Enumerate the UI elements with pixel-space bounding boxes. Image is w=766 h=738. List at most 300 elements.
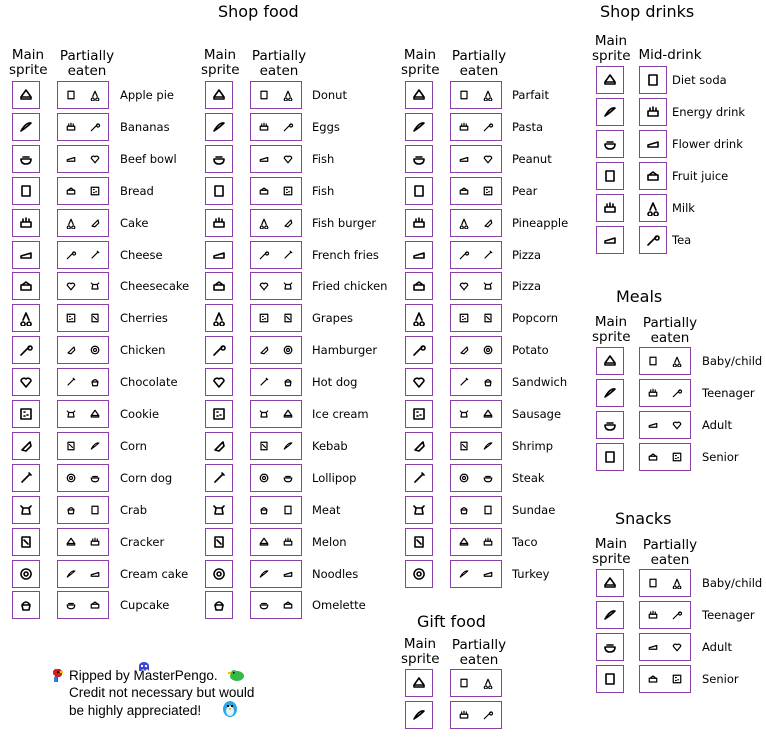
- gift-main-sprite-1: [405, 701, 433, 729]
- sprite-icon: [406, 497, 432, 523]
- drinks-main-sprite-1: [596, 98, 624, 126]
- sprite-icon: [640, 99, 666, 125]
- food-col2-item-label: French fries: [312, 247, 379, 262]
- food-col1-item-label: Chocolate: [120, 375, 178, 390]
- food-col2-eaten-sprite-16: [250, 591, 302, 619]
- meals-main-header: Main sprite: [592, 314, 631, 345]
- food-col3-item-label: Taco: [512, 534, 538, 549]
- snacks-eaten-sprite-1: [639, 601, 691, 629]
- sprite-icon: [666, 666, 688, 692]
- food-col3-eaten-sprite-9: [450, 368, 502, 396]
- sprite-icon: [13, 401, 39, 427]
- shop-drinks-title: Shop drinks: [600, 2, 695, 21]
- drinks-item-label: Flower drink: [672, 137, 743, 151]
- sprite-icon: [642, 634, 664, 660]
- meals-eaten-sprite-0: [639, 347, 691, 375]
- food-col1-eaten-sprite-5: [57, 241, 109, 269]
- sprite-icon: [253, 305, 275, 331]
- sprite-icon: [597, 227, 623, 253]
- sprite-icon: [277, 561, 299, 587]
- sprite-icon: [640, 163, 666, 189]
- snacks-main-sprite-3: [596, 665, 624, 693]
- food-col2-item-label: Fried chicken: [312, 279, 388, 294]
- sprite-icon: [477, 305, 499, 331]
- drinks-item-label: Tea: [672, 233, 692, 247]
- sprite-icon: [253, 433, 275, 459]
- food-col3-item-label: Sandwich: [512, 375, 568, 390]
- food-col1-item-label: Chicken: [120, 343, 166, 358]
- sprite-icon: [406, 242, 432, 268]
- food-col1-main-sprite-1: [12, 113, 40, 141]
- sprite-icon: [277, 465, 299, 491]
- sprite-icon: [253, 273, 275, 299]
- credit-line-2: Credit not necessary but would: [69, 685, 255, 700]
- food-col1-item-label: Cake: [120, 215, 149, 230]
- sprite-icon: [84, 146, 106, 172]
- sprite-icon: [206, 465, 232, 491]
- col3-main-header: Main sprite: [401, 47, 440, 78]
- food-col3-main-sprite-12: [405, 464, 433, 492]
- sprite-icon: [406, 561, 432, 587]
- sprite-icon: [277, 178, 299, 204]
- sprite-icon: [477, 401, 499, 427]
- food-col3-main-sprite-11: [405, 432, 433, 460]
- sprite-icon: [453, 670, 475, 696]
- snacks-eaten-sprite-2: [639, 633, 691, 661]
- food-col3-main-sprite-14: [405, 528, 433, 556]
- sprite-icon: [477, 433, 499, 459]
- food-col2-item-label: Hamburger: [312, 343, 378, 358]
- sprite-icon: [597, 634, 623, 660]
- sprite-icon: [640, 195, 666, 221]
- food-col3-main-sprite-10: [405, 400, 433, 428]
- food-col1-eaten-sprite-8: [57, 336, 109, 364]
- col2-main-header: Main sprite: [201, 47, 240, 78]
- sprite-icon: [640, 227, 666, 253]
- sprite-icon: [84, 561, 106, 587]
- food-col3-item-label: Peanut: [512, 151, 552, 166]
- meals-eaten-sprite-2: [639, 411, 691, 439]
- sprite-icon: [277, 592, 299, 618]
- sprite-icon: [597, 570, 623, 596]
- food-col3-item-label: Shrimp: [512, 438, 554, 453]
- food-col3-main-sprite-2: [405, 145, 433, 173]
- food-col3-main-sprite-13: [405, 496, 433, 524]
- gift-eaten-sprite-0: [450, 669, 502, 697]
- food-col3-eaten-sprite-3: [450, 177, 502, 205]
- sprite-icon: [206, 242, 232, 268]
- sprite-icon: [666, 380, 688, 406]
- sprite-icon: [477, 702, 499, 728]
- meals-eaten-sprite-3: [639, 443, 691, 471]
- sprite-icon: [453, 242, 475, 268]
- sprite-icon: [277, 337, 299, 363]
- sprite-icon: [277, 529, 299, 555]
- sprite-icon: [13, 497, 39, 523]
- sprite-icon: [406, 433, 432, 459]
- sprite-icon: [206, 497, 232, 523]
- sprite-icon: [406, 369, 432, 395]
- sprite-icon: [60, 82, 82, 108]
- meals-item-label: Baby/child: [702, 354, 763, 368]
- sprite-icon: [60, 369, 82, 395]
- food-col3-eaten-sprite-5: [450, 241, 502, 269]
- sprite-icon: [13, 592, 39, 618]
- food-col2-main-sprite-1: [205, 113, 233, 141]
- food-col2-eaten-sprite-2: [250, 145, 302, 173]
- sprite-icon: [477, 670, 499, 696]
- col1-eaten-header: Partially eaten: [59, 48, 115, 79]
- credit-line-3: be highly appreciated!: [69, 703, 202, 718]
- sprite-icon: [406, 82, 432, 108]
- food-col3-eaten-sprite-1: [450, 113, 502, 141]
- sprite-icon: [277, 273, 299, 299]
- sprite-icon: [642, 602, 664, 628]
- sprite-icon: [84, 273, 106, 299]
- sprite-icon: [453, 273, 475, 299]
- drinks-main-sprite-5: [596, 226, 624, 254]
- food-col1-eaten-sprite-1: [57, 113, 109, 141]
- sprite-icon: [60, 114, 82, 140]
- sprite-icon: [253, 242, 275, 268]
- sprite-icon: [206, 337, 232, 363]
- food-col1-main-sprite-2: [12, 145, 40, 173]
- food-col3-main-sprite-4: [405, 209, 433, 237]
- food-col2-main-sprite-2: [205, 145, 233, 173]
- sprite-icon: [453, 497, 475, 523]
- meals-main-sprite-0: [596, 347, 624, 375]
- food-col1-eaten-sprite-6: [57, 272, 109, 300]
- food-col1-item-label: Cheese: [120, 247, 163, 262]
- gift-food-title: Gift food: [417, 612, 486, 631]
- food-col2-main-sprite-6: [205, 272, 233, 300]
- food-col2-main-sprite-11: [205, 432, 233, 460]
- col3-eaten-header: Partially eaten: [451, 48, 507, 79]
- food-col2-main-sprite-9: [205, 368, 233, 396]
- food-col1-item-label: Bananas: [120, 119, 170, 134]
- drinks-main-sprite-4: [596, 194, 624, 222]
- food-col1-main-sprite-5: [12, 241, 40, 269]
- snacks-item-label: Baby/child: [702, 576, 763, 590]
- sprite-icon: [477, 210, 499, 236]
- sprite-icon: [253, 561, 275, 587]
- sprite-icon: [206, 592, 232, 618]
- snacks-main-sprite-2: [596, 633, 624, 661]
- sprite-icon: [60, 561, 82, 587]
- food-col2-item-label: Fish: [312, 183, 335, 198]
- snacks-main-header: Main sprite: [592, 536, 631, 567]
- sprite-icon: [84, 529, 106, 555]
- sprite-icon: [60, 592, 82, 618]
- drinks-eaten-sprite-1: [639, 98, 667, 126]
- sprite-icon: [642, 666, 664, 692]
- food-col2-item-label: Fish: [312, 151, 335, 166]
- sprite-icon: [60, 401, 82, 427]
- sprite-icon: [253, 146, 275, 172]
- sprite-icon: [84, 305, 106, 331]
- sprite-icon: [60, 178, 82, 204]
- sprite-icon: [406, 670, 432, 696]
- food-col2-item-label: Kebab: [312, 438, 348, 453]
- food-col1-eaten-sprite-11: [57, 432, 109, 460]
- sprite-icon: [84, 369, 106, 395]
- credit-block: [48, 662, 288, 722]
- sprite-icon: [13, 529, 39, 555]
- food-col1-eaten-sprite-13: [57, 496, 109, 524]
- sprite-icon: [640, 131, 666, 157]
- sprite-icon: [84, 210, 106, 236]
- food-col2-item-label: Eggs: [312, 119, 340, 134]
- sprite-icon: [666, 634, 688, 660]
- food-col1-item-label: Cracker: [120, 534, 165, 549]
- food-col2-main-sprite-8: [205, 336, 233, 364]
- sprite-icon: [277, 305, 299, 331]
- penguin-icon: [222, 700, 238, 718]
- sprite-icon: [406, 114, 432, 140]
- sprite-icon: [477, 369, 499, 395]
- sprite-icon: [253, 369, 275, 395]
- sprite-icon: [453, 337, 475, 363]
- sprite-icon: [597, 666, 623, 692]
- food-col2-main-sprite-15: [205, 560, 233, 588]
- food-col2-item-label: Meat: [312, 502, 341, 517]
- snacks-item-label: Senior: [702, 672, 739, 686]
- food-col3-item-label: Pasta: [512, 119, 544, 134]
- food-col3-eaten-sprite-13: [450, 496, 502, 524]
- food-col2-main-sprite-14: [205, 528, 233, 556]
- sprite-icon: [597, 99, 623, 125]
- food-col1-item-label: Apple pie: [120, 88, 174, 102]
- meals-item-label: Teenager: [702, 386, 755, 400]
- sprite-icon: [642, 570, 664, 596]
- sprite-icon: [253, 529, 275, 555]
- food-col2-main-sprite-16: [205, 591, 233, 619]
- food-col1-main-sprite-15: [12, 560, 40, 588]
- food-col2-main-sprite-5: [205, 241, 233, 269]
- snacks-eaten-sprite-3: [639, 665, 691, 693]
- food-col2-eaten-sprite-3: [250, 177, 302, 205]
- food-col1-eaten-sprite-14: [57, 528, 109, 556]
- sprite-icon: [84, 433, 106, 459]
- sprite-icon: [13, 242, 39, 268]
- food-col2-eaten-sprite-5: [250, 241, 302, 269]
- sprite-icon: [84, 242, 106, 268]
- sprite-icon: [597, 195, 623, 221]
- food-col3-eaten-sprite-10: [450, 400, 502, 428]
- sprite-icon: [206, 401, 232, 427]
- sprite-icon: [13, 178, 39, 204]
- gift-eaten-header: Partially eaten: [451, 637, 507, 668]
- sprite-icon: [406, 178, 432, 204]
- food-col3-eaten-sprite-7: [450, 304, 502, 332]
- sprite-icon: [453, 433, 475, 459]
- food-col3-eaten-sprite-4: [450, 209, 502, 237]
- food-col1-item-label: Beef bowl: [120, 151, 177, 166]
- sprite-icon: [60, 146, 82, 172]
- gift-eaten-sprite-1: [450, 701, 502, 729]
- food-col2-eaten-sprite-8: [250, 336, 302, 364]
- sprite-icon: [597, 163, 623, 189]
- sprite-icon: [13, 337, 39, 363]
- sprite-icon: [453, 178, 475, 204]
- food-col1-item-label: Cheesecake: [120, 279, 190, 294]
- sprite-icon: [60, 273, 82, 299]
- food-col1-item-label: Corn: [120, 438, 147, 453]
- sprite-icon: [477, 337, 499, 363]
- food-col3-main-sprite-8: [405, 336, 433, 364]
- sprite-icon: [253, 82, 275, 108]
- sprite-icon: [206, 82, 232, 108]
- sprite-icon: [406, 210, 432, 236]
- food-col1-item-label: Cream cake: [120, 566, 189, 581]
- sprite-icon: [666, 570, 688, 596]
- food-col3-item-label: Potato: [512, 343, 549, 358]
- food-col3-main-sprite-7: [405, 304, 433, 332]
- sprite-icon: [597, 348, 623, 374]
- sprite-icon: [253, 465, 275, 491]
- sprite-icon: [477, 82, 499, 108]
- sprite-icon: [13, 561, 39, 587]
- sprite-icon: [477, 146, 499, 172]
- food-col3-eaten-sprite-14: [450, 528, 502, 556]
- food-col1-eaten-sprite-16: [57, 591, 109, 619]
- sprite-icon: [60, 337, 82, 363]
- sprite-icon: [253, 178, 275, 204]
- sprite-icon: [60, 465, 82, 491]
- sprite-icon: [60, 210, 82, 236]
- sprite-icon: [666, 348, 688, 374]
- food-col2-item-label: Fish burger: [312, 215, 377, 230]
- food-col3-eaten-sprite-6: [450, 272, 502, 300]
- sprite-icon: [206, 146, 232, 172]
- meals-eaten-header: Partially eaten: [642, 315, 698, 346]
- drinks-eaten-sprite-4: [639, 194, 667, 222]
- food-col2-eaten-sprite-11: [250, 432, 302, 460]
- food-col2-main-sprite-7: [205, 304, 233, 332]
- food-col1-item-label: Crab: [120, 502, 148, 517]
- food-col1-item-label: Cherries: [120, 311, 168, 326]
- food-col2-main-sprite-0: [205, 81, 233, 109]
- food-col3-item-label: Pizza: [512, 247, 541, 262]
- sprite-icon: [406, 529, 432, 555]
- col1-main-header: Main sprite: [9, 47, 48, 78]
- sprite-icon: [13, 369, 39, 395]
- food-col3-item-label: Steak: [512, 470, 545, 485]
- food-col3-item-label: Pear: [512, 183, 538, 198]
- drinks-main-sprite-2: [596, 130, 624, 158]
- sprite-icon: [642, 380, 664, 406]
- sprite-icon: [453, 82, 475, 108]
- food-col1-item-label: Bread: [120, 183, 154, 198]
- sprite-icon: [13, 146, 39, 172]
- food-col1-main-sprite-16: [12, 591, 40, 619]
- sprite-icon: [597, 380, 623, 406]
- food-col2-eaten-sprite-0: [250, 81, 302, 109]
- meals-item-label: Adult: [702, 418, 732, 432]
- food-col3-main-sprite-15: [405, 560, 433, 588]
- food-col2-eaten-sprite-10: [250, 400, 302, 428]
- food-col2-eaten-sprite-15: [250, 560, 302, 588]
- sprite-icon: [453, 146, 475, 172]
- sprite-icon: [13, 433, 39, 459]
- sprite-icon: [453, 529, 475, 555]
- food-col2-item-label: Hot dog: [312, 375, 358, 390]
- sprite-icon: [453, 210, 475, 236]
- sprite-icon: [253, 337, 275, 363]
- food-col1-eaten-sprite-0: [57, 81, 109, 109]
- food-col3-eaten-sprite-11: [450, 432, 502, 460]
- food-col2-main-sprite-10: [205, 400, 233, 428]
- food-col1-main-sprite-4: [12, 209, 40, 237]
- sprite-icon: [277, 210, 299, 236]
- sprite-icon: [597, 412, 623, 438]
- food-col2-main-sprite-3: [205, 177, 233, 205]
- food-col2-item-label: Ice cream: [312, 407, 369, 421]
- food-col1-main-sprite-0: [12, 81, 40, 109]
- food-col1-eaten-sprite-15: [57, 560, 109, 588]
- duck-icon: [228, 668, 246, 682]
- food-col3-item-label: Sausage: [512, 407, 562, 421]
- meals-eaten-sprite-1: [639, 379, 691, 407]
- sprite-icon: [406, 337, 432, 363]
- food-col3-eaten-sprite-12: [450, 464, 502, 492]
- drinks-mid-header: Mid-drink: [638, 47, 702, 63]
- food-col1-main-sprite-7: [12, 304, 40, 332]
- sprite-icon: [84, 592, 106, 618]
- food-col1-main-sprite-12: [12, 464, 40, 492]
- food-col2-eaten-sprite-13: [250, 496, 302, 524]
- sprite-icon: [13, 210, 39, 236]
- drinks-main-header: Main sprite: [592, 33, 631, 64]
- sprite-icon: [60, 433, 82, 459]
- sprite-icon: [84, 337, 106, 363]
- food-col1-main-sprite-6: [12, 272, 40, 300]
- meals-main-sprite-2: [596, 411, 624, 439]
- sprite-icon: [13, 82, 39, 108]
- drinks-eaten-sprite-5: [639, 226, 667, 254]
- drinks-main-sprite-0: [596, 66, 624, 94]
- sprite-icon: [477, 273, 499, 299]
- food-col3-main-sprite-6: [405, 272, 433, 300]
- sprite-icon: [253, 114, 275, 140]
- sprite-icon: [666, 602, 688, 628]
- sprite-icon: [477, 497, 499, 523]
- food-col3-eaten-sprite-0: [450, 81, 502, 109]
- food-col1-item-label: Cookie: [120, 407, 160, 421]
- sprite-icon: [84, 178, 106, 204]
- sprite-icon: [84, 114, 106, 140]
- gift-main-sprite-0: [405, 669, 433, 697]
- sprite-icon: [60, 305, 82, 331]
- sprite-icon: [84, 82, 106, 108]
- food-col2-eaten-sprite-1: [250, 113, 302, 141]
- food-col2-item-label: Melon: [312, 534, 347, 549]
- sprite-icon: [277, 401, 299, 427]
- food-col1-main-sprite-10: [12, 400, 40, 428]
- snacks-item-label: Teenager: [702, 608, 755, 622]
- food-col3-main-sprite-0: [405, 81, 433, 109]
- sprite-icon: [642, 412, 664, 438]
- sprite-icon: [477, 465, 499, 491]
- food-col1-item-label: Corn dog: [120, 470, 173, 485]
- sprite-icon: [13, 114, 39, 140]
- sprite-icon: [206, 433, 232, 459]
- drinks-item-label: Diet soda: [672, 73, 727, 87]
- sprite-icon: [277, 114, 299, 140]
- sprite-icon: [453, 401, 475, 427]
- food-col2-main-sprite-12: [205, 464, 233, 492]
- food-col2-eaten-sprite-14: [250, 528, 302, 556]
